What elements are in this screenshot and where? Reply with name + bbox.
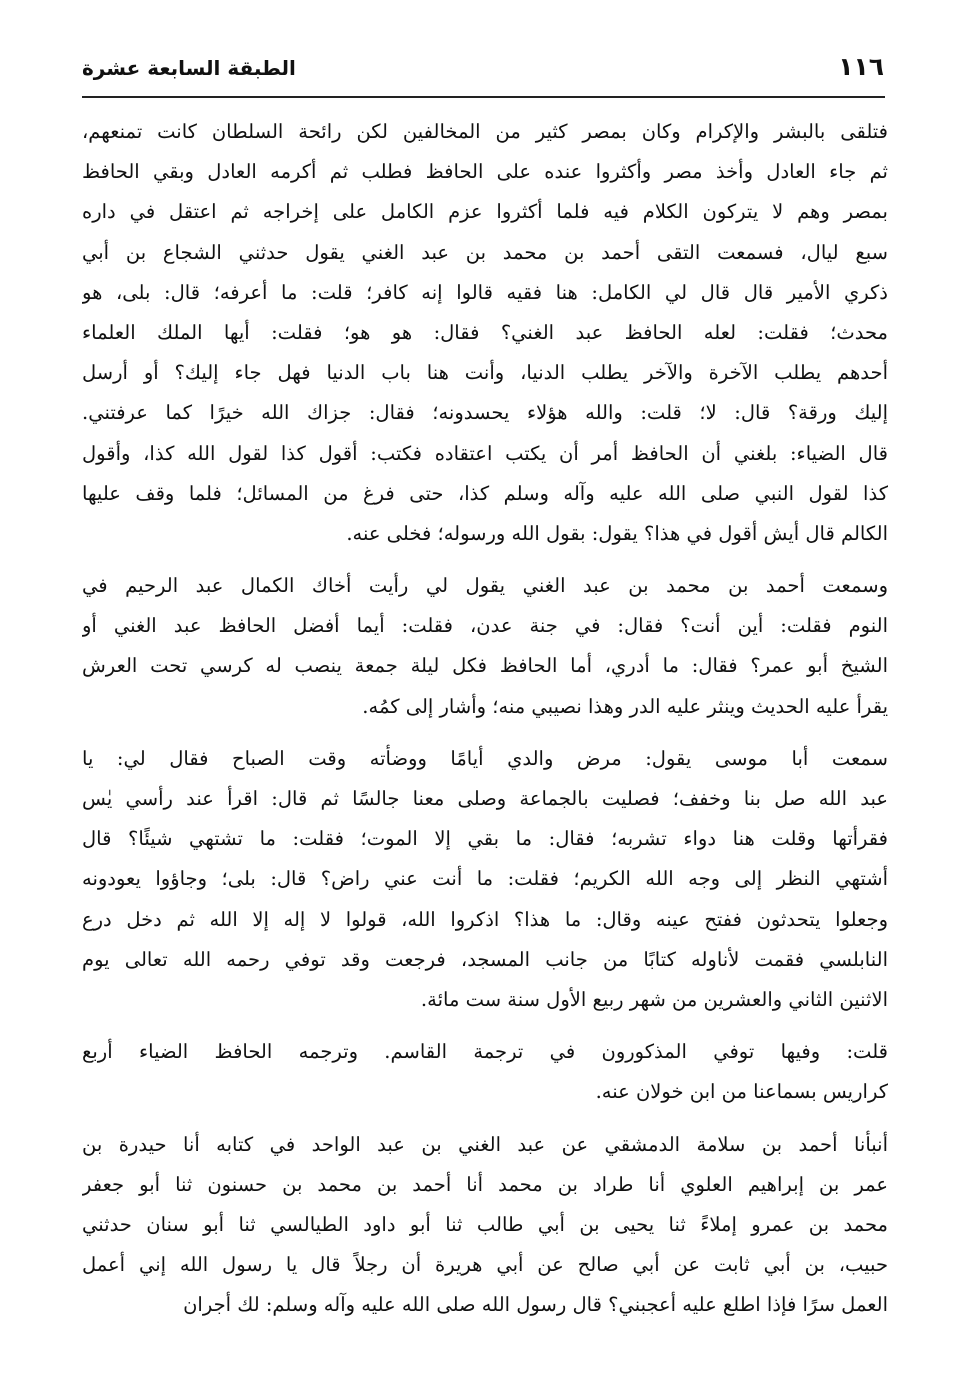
text-line: الاثنين الثاني والعشرين من شهر ربيع الأول سنة ست مائة.	[420, 987, 888, 1011]
paragraph	[82, 1032, 888, 1112]
text-line: وسمعت أحمد بن محمد بن عبد الغني يقول لي رأيت أخاك الكمال عبد الرحيم في	[82, 574, 888, 598]
text-line: أحدهم يطلب الآخرة والآخر يطلب الدنيا، وأنت هنا باب الدنيا فهل جاء إليك؟ أو أرسل	[82, 361, 888, 385]
paragraph-gap	[82, 1020, 888, 1032]
paragraph	[82, 1125, 888, 1326]
paragraph	[82, 112, 888, 554]
text-line: أشتهي النظر إلى وجه الله الكريم؛ فقلت: ما أنت عني راض؟ قال: بلى؛ وجاؤوا يعودونه	[82, 867, 888, 891]
text-line: فتلقى بالبشر والإكرام وكان بمصر كثير من المخالفين لكن رائحة السلطان كانت تمنعهم،	[82, 120, 888, 143]
text-line: حبيب، بن أبي ثابت عن أبي صالح عن أبي هريرة أن رجلاً قال يا رسول الله إني أعمل	[82, 1253, 888, 1277]
text-line: قلت: وفيها توفي المذكورون في ترجمة القاسم. وترجمه الحافظ الضياء أربع	[82, 1040, 888, 1064]
text-line: يقرأ عليه الحديث وينثر عليه الدر وهذا نصيبي منه؛ وأشار إلى كمُه.	[362, 694, 888, 718]
text-line: وجعلوا يتحدثون ففتح عينه وقال: ما هذا؟ اذكروا الله، قولوا لا إله إلا الله ثم دخل درع	[82, 907, 888, 931]
text-line: النابلسي فقمت لأناوله كتابًا من جانب المسجد، فرجعت وقد توفي رحمه الله تعالى يوم	[82, 947, 888, 971]
text-line: سبع ليال، فسمعت التقى أحمد بن محمد بن عبد الغني يقول حدثني الشجاع بن أبي	[82, 240, 888, 264]
text-line: الشيخ أبو عمر؟ فقال: ما أدري، أما الحافظ فكل ليلة جمعة ينصب له كرسي تحت العرش	[82, 654, 888, 678]
text-line: عمر بن إبراهيم العلوي أنا طراد بن محمد أنا أحمد بن محمد بن حسنون ثنا أبو جعفر	[82, 1172, 888, 1196]
text-line: النوم فقلت: أين أنت؟ فقال: في جنة عدن، فقلت: أيما أفضل الحافظ عبد الغني أو	[82, 614, 888, 638]
text-line: سمعت أبا موسى يقول: مرض والدي أيامًا ووضأته وقت الصباح فقال لي: يا	[82, 746, 888, 770]
text-line: بمصر وهم لا يتركون الكلام فيه فلما أكثروا عزم الكامل على إخراجه ثم اعتقل في داره	[82, 200, 888, 224]
text-line: فقرأتها وقلت هنا دواء تشربه؛ فقال: ما بقي إلا الموت؛ فقلت: ما تشتهي شيئًا؟ قال	[82, 827, 888, 851]
running-title: الطبقة السابعة عشرة	[82, 56, 296, 80]
page-header	[82, 50, 884, 92]
paragraph	[82, 566, 888, 727]
body-text	[82, 112, 888, 1325]
text-line: عبد الله صل بنا وخفف؛ فصليت بالجماعة وصلى معنا جالسًا ثم قال: اقرأ عند رأسي يٰس	[82, 787, 888, 810]
paragraph-gap	[82, 1113, 888, 1125]
text-line: الكالم قال أيش أقول في هذا؟ يقول: بقول الله ورسوله؛ فخلى عنه.	[346, 521, 888, 545]
paragraph-gap	[82, 727, 888, 739]
text-line: أنبأنا أحمد بن سلامة الدمشقي عن عبد الغني بن عبد الواحد في كتابه أنا حيدرة بن	[82, 1132, 888, 1156]
paragraph-gap	[82, 554, 888, 566]
text-line: قال الضياء: بلغني أن الحافظ أمر أن يكتب اعتقاده فكتب: أقول كذا لقول الله كذا، وأقول	[82, 441, 888, 465]
text-line: محدث؛ فقلت: لعله الحافظ عبد الغني؟ فقال: هو هو؛ فقلت: أيها الملك العلماء	[82, 320, 888, 344]
text-line: العمل سرًا فإذا اطلع عليه أعجبني؟ قال رسول الله صلى الله عليه وآله وسلم: لك أجران	[183, 1293, 888, 1317]
text-line: محمد بن عمرو إملاءً ثنا يحيى بن أبي طالب ثنا أبو داود الطيالسي ثنا أبو سنان حدثني	[82, 1212, 888, 1236]
text-line: إليك ورقة؟ قال: لا؛ قلت: والله هؤلاء يحسدونه؛ فقال: جزاك الله خيرًا كما عرفتني.	[82, 401, 888, 425]
text-line: كراريس بسماعنا من ابن خولان عنه.	[595, 1080, 888, 1104]
text-line: ثم جاء العادل وأخذ مصر وأكثروا عنده على الحافظ فطلب ثم أكرمه العادل وبقي الحافظ	[82, 160, 888, 184]
paragraph	[82, 739, 888, 1020]
page-number: ١١٦	[838, 52, 884, 81]
text-line: ذكري الأمير قال قال لي الكامل: هنا فقيه قالوا إنه كافر؛ قلت: ما أعرفه؛ قال: بلى، هو	[82, 280, 888, 304]
header-rule	[82, 96, 885, 98]
text-line: كذا لقول النبي صلى الله عليه وآله وسلم كذا، حتى فرغ من المسائل؛ فلما وقف عليها	[82, 481, 888, 505]
